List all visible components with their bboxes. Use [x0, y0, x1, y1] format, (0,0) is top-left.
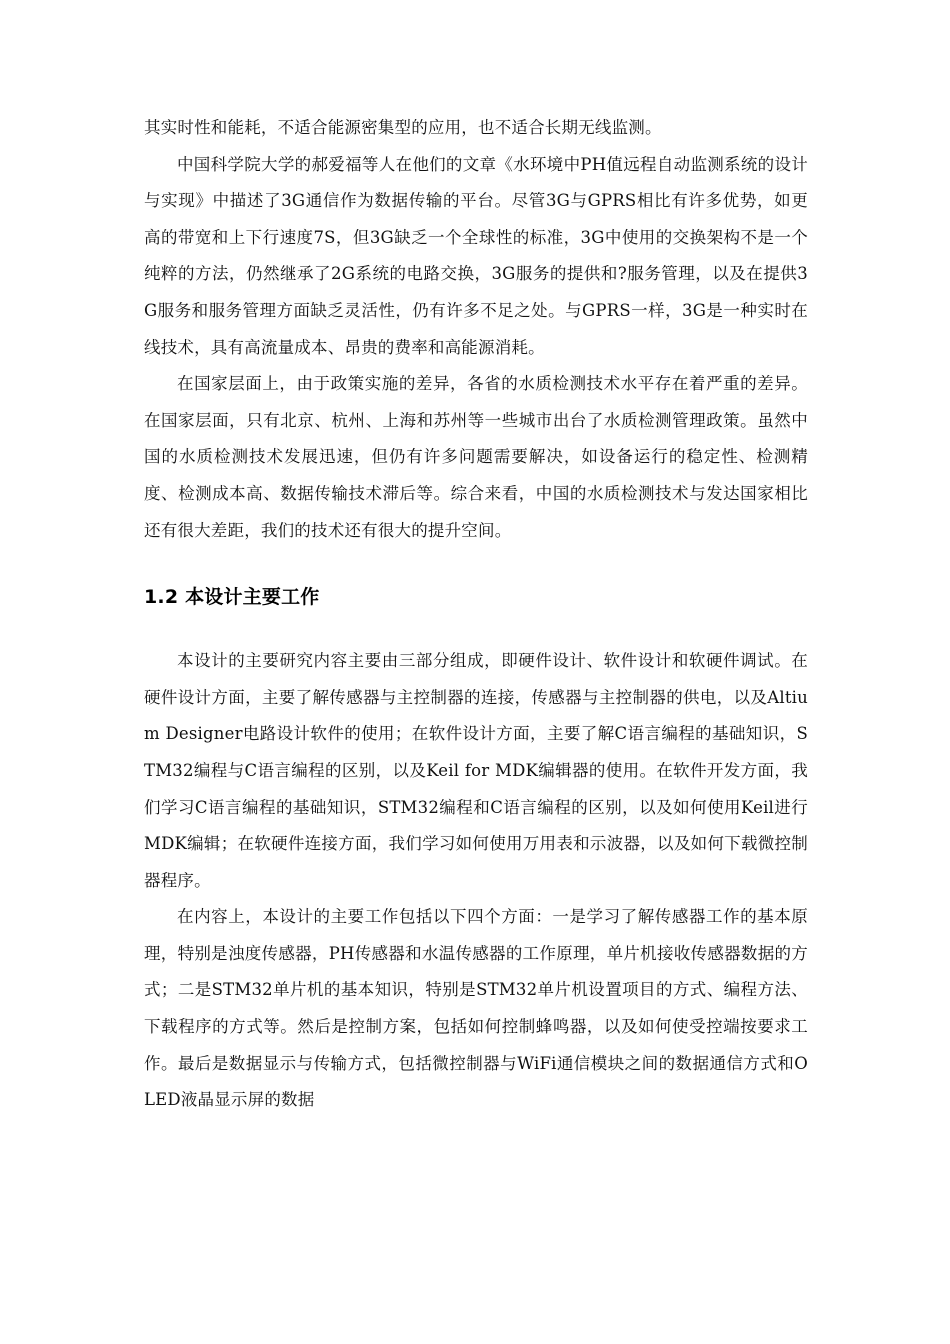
- paragraph-research-content: 本设计的主要研究内容主要由三部分组成，即硬件设计、软件设计和软硬件调试。在硬件设计方面，主要了解传感器与主控制器的连接，传感器与主控制器的供电，以及Altium Designer电路设计软件的使用；在软件设计方面，主要了解C语言编程的基础知识，STM32编程与C语言编程的区别，以及Keil for MDK编辑器的使用。在软件开发方面，我们学习C语言编程的基础知识，STM32编程和C语言编程的区别，以及如何使用Keil进行MDK编辑；在软硬件连接方面，我们学习如何使用万用表和示波器，以及如何下载微控制器程序。: [144, 651, 808, 890]
- document-page: [144, 110, 808, 1119]
- section-heading: 1.2 本设计主要工作: [144, 586, 320, 609]
- paragraph-realtime-energy: 其实时性和能耗，不适合能源密集型的应用，也不适合长期无线监测。: [144, 118, 662, 137]
- paragraph-3g-communication: 中国科学院大学的郝爱福等人在他们的文章《水环境中PH值远程自动监测系统的设计与实现》中描述了3G通信作为数据传输的平台。尽管3G与GPRS相比有许多优势，如更高的带宽和上下行速度7S，但3G缺乏一个全球性的标准，3G中使用的交换架构不是一个纯粹的方法，仍然继承了2G系统的电路交换，3G服务的提供和?服务管理，以及在提供3G服务和服务管理方面缺乏灵活性，仍有许多不足之处。与GPRS一样，3G是一种实时在线技术，具有高流量成本、昂贵的费率和高能源消耗。: [144, 154, 808, 357]
- paragraph-national-level: 在国家层面上，由于政策实施的差异，各省的水质检测技术水平存在着严重的差异。在国家层面，只有北京、杭州、上海和苏州等一些城市出台了水质检测管理政策。虽然中国的水质检测技术发展迅速，但仍有许多问题需要解决，如设备运行的稳定性、检测精度、检测成本高、数据传输技术滞后等。综合来看，中国的水质检测技术与发达国家相比还有很大差距，我们的技术还有很大的提升空间。: [144, 374, 808, 540]
- paragraph-main-work: 在内容上，本设计的主要工作包括以下四个方面：一是学习了解传感器工作的基本原理，特别是浊度传感器，PH传感器和水温传感器的工作原理，单片机接收传感器数据的方式；二是STM32单片机的基本知识，特别是STM32单片机设置项目的方式、编程方法、下载程序的方式等。然后是控制方案，包括如何控制蜂鸣器，以及如何使受控端按要求工作。最后是数据显示与传输方式，包括微控制器与WiFi通信模块之间的数据通信方式和OLED液晶显示屏的数据: [144, 907, 808, 1110]
